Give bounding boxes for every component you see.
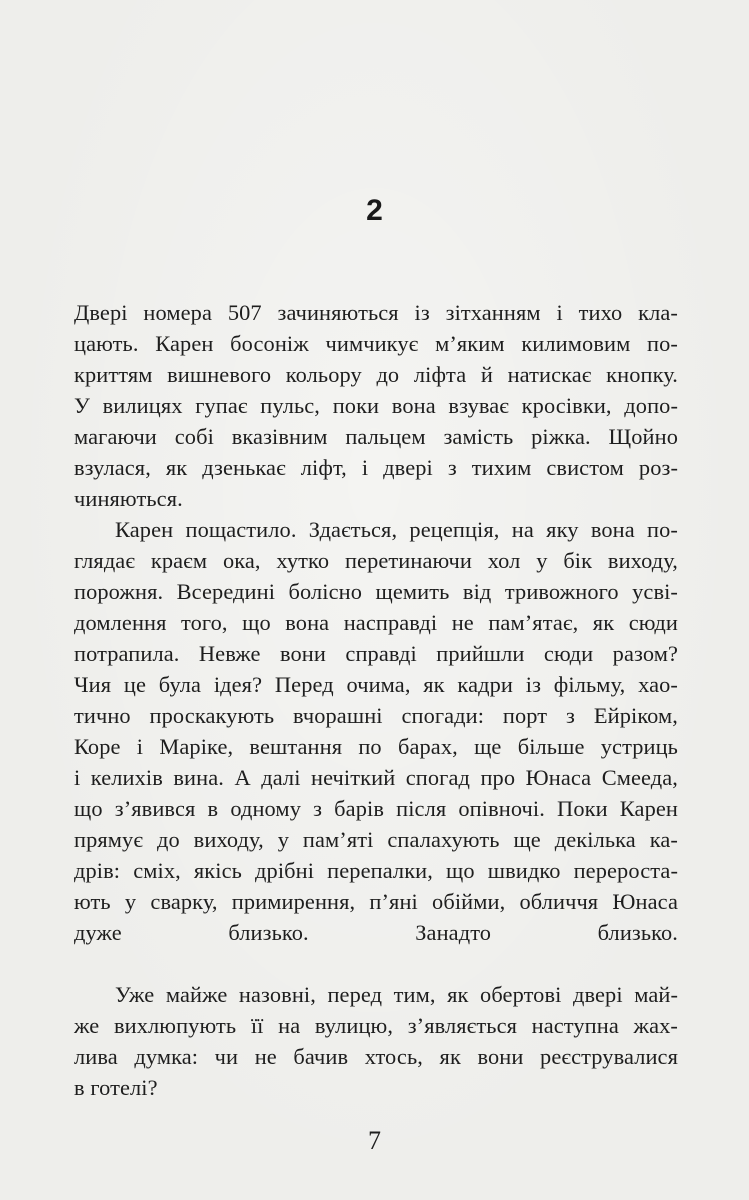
- text-line: Карен пощастило. Здається, рецепція, на яку вона по-: [115, 517, 678, 542]
- paragraph-3: [74, 979, 678, 1103]
- text-line: лива думка: чи не бачив хтось, як вони реєструвалися: [74, 1044, 678, 1069]
- text-line: домлення того, що вона насправді не пам’ятає, як сюди: [74, 610, 678, 635]
- text-line: криттям вишневого кольору до ліфта й натискає кнопку.: [74, 362, 678, 387]
- body-text: [74, 297, 678, 1103]
- paragraph-1: [74, 297, 678, 514]
- text-line: ють у сварку, примирення, п’яні обійми, обличчя Юнаса: [74, 889, 678, 914]
- text-line: потрапила. Невже вони справді прийшли сюди разом?: [74, 641, 678, 666]
- text-line: цають. Карен босоніж чимчикує м’яким килимовим по-: [74, 331, 678, 356]
- text-line: в готелі?: [74, 1075, 158, 1100]
- text-line: У вилицях гупає пульс, поки вона взуває кросівки, допо-: [74, 393, 678, 418]
- text-line: дуже близько. Занадто близько.: [74, 920, 678, 945]
- text-line: Двері номера 507 зачиняються із зітханням і тихо кла-: [74, 300, 678, 325]
- chapter-number: 2: [366, 194, 383, 227]
- text-line: тично проскакують вчорашні спогади: порт з Ейріком,: [74, 703, 678, 728]
- text-line: Чия це була ідея? Перед очима, як кадри із фільму, хао-: [74, 672, 678, 697]
- text-line: же вихлюпують її на вулицю, з’являється наступна жах-: [74, 1013, 678, 1038]
- text-line: Уже майже назовні, перед тим, як обертові двері май-: [115, 982, 678, 1007]
- text-line: що з’явився в одному з барів після опівночі. Поки Карен: [74, 796, 678, 821]
- text-line: глядає краєм ока, хутко перетинаючи хол у бік виходу,: [74, 548, 678, 573]
- text-line: чиняються.: [74, 486, 183, 511]
- text-line: і келихів вина. А далі нечіткий спогад про Юнаса Смееда,: [74, 765, 678, 790]
- text-line: взулася, як дзенькає ліфт, і двері з тихим свистом роз-: [74, 455, 678, 480]
- text-line: прямує до виходу, у пам’яті спалахують ще декілька ка-: [74, 827, 678, 852]
- text-line: магаючи собі вказівним пальцем замість ріжка. Щойно: [74, 424, 678, 449]
- text-line: порожня. Всередині болісно щемить від тривожного усві-: [74, 579, 678, 604]
- page-number: 7: [368, 1126, 381, 1155]
- text-line: дрів: сміх, якісь дрібні перепалки, що швидко перероста-: [74, 858, 678, 883]
- text-line: [74, 948, 678, 979]
- text-line: Коре і Маріке, вештання по барах, ще більше устриць: [74, 734, 678, 759]
- paragraph-2: [74, 514, 678, 979]
